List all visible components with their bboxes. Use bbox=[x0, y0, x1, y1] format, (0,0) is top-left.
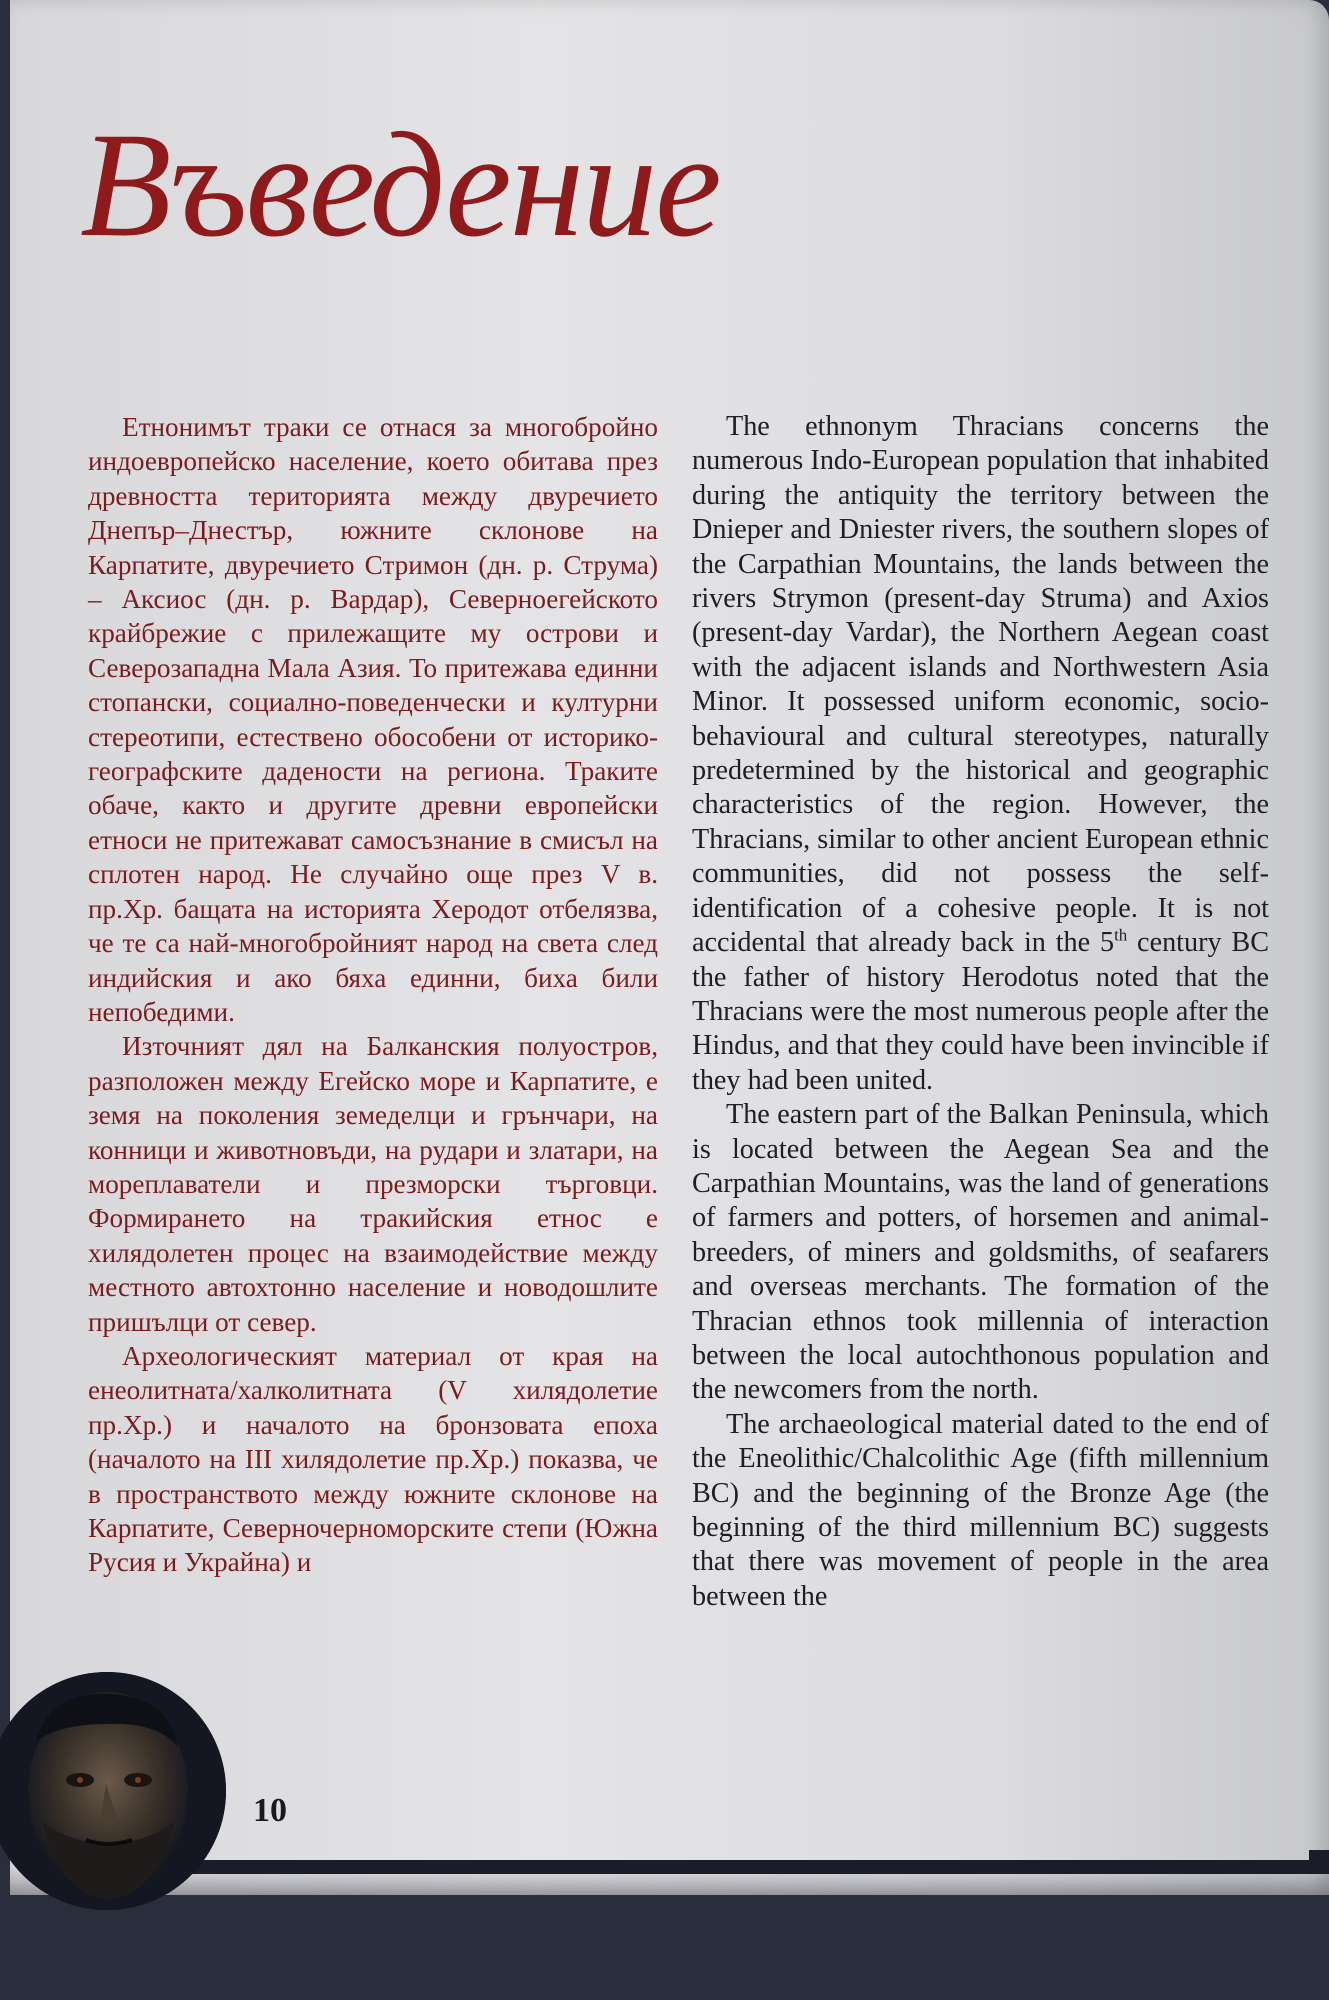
bulgarian-text-column bbox=[88, 410, 658, 1580]
bulgarian-paragraph-2: Източният дял на Балканския полуостров, разположен между Егейско море и Карпатите, е земя на поколения земеделци и грънчари, на конници и животновъди, на рудари и златари, на мореплаватели и презморски търговци. Формирането на тракийския етнос е хилядолетен процес на взаимодействие между местното автохтонно население и новодошлите пришълци от север. bbox=[88, 1031, 658, 1337]
english-text-column bbox=[692, 410, 1269, 1614]
bulgarian-paragraph-3: Археологическият материал от края на енеолитната/халколитната (V хилядолетие пр.Хр.) и началото на бронзовата епоха (началото на III хилядолетие пр.Хр.) показва, че в пространството между южните склонове на Карпатите, Северночерноморските степи (Южна Русия и Украйна) и bbox=[88, 1340, 658, 1578]
ordinal-superscript: th bbox=[1114, 925, 1128, 945]
chapter-title: Въведение bbox=[80, 102, 720, 268]
bulgarian-paragraph-1: Етнонимът траки се отнася за многобройно индоевропейско население, което обитава през древността територията между двуречието Днепър–Днестър, южните склонове на Карпатите, двуречието Стримон (дн. р. Струма) – Аксиос (дн. р. Вардар), Северноегейското крайбрежие с прилежащите му острови и Северозападна Мала Азия. То притежава единни стопански, социално-поведенчески и културни стереотипи, естествено обособени от историко-географските дадености на региона. Траките обаче, както и другите древни европейски етноси не притежават самосъзнание в смисъл на сплотен народ. Не случайно още през V в. пр.Хр. бащата на историята Херодот отбелязва, че те са най-многобройният народ на света след индийския и ако бяха единни, биха били непобедими. bbox=[88, 412, 658, 1027]
english-paragraph-2: The eastern part of the Balkan Peninsula, which is located between the Aegean Sea and the Carpathian Mountains, was the land of generations of farmers and potters, of horsemen and animal-breeders, of miners and goldsmiths, of seafarers and overseas merchants. The formation of the Thracian ethnos took millennia of interaction between the local autochthonous population and the newcomers from the north. bbox=[692, 1099, 1269, 1406]
english-paragraph-3: The archaeological material dated to the end of the Eneolithic/Chalcolithic Age (fifth millennium BC) and the beginning of the Bronze Age (the beginning of the third millennium BC) suggests that there was movement of people in the area between the bbox=[692, 1408, 1269, 1612]
book-page bbox=[10, 0, 1329, 1895]
english-paragraph-1 bbox=[692, 410, 1269, 1098]
english-paragraph-1-text-b: century BC the father of history Herodotus noted that the Thracians were the most numerous people after the Hindus, and that they could have been invincible if they had been united. bbox=[692, 927, 1270, 1096]
english-paragraph-1-text-a: The ethnonym Thracians concerns the numerous Indo-European population that inhabited during the antiquity the territory between the Dnieper and Dniester rivers, the southern slopes of the Carpathian Mountains, the lands between the rivers Strymon (present-day Struma) and Axios (present-day Vardar), the Northern Aegean coast with the adjacent islands and Northwestern Asia Minor. It possessed uniform economic, socio-behavioural and cultural stereotypes, naturally predetermined by the historical and geographic characteristics of the region. However, the Thracians, similar to other ancient European ethnic communities, did not possess the self-identification of a cohesive people. It is not accidental that already back in the 5 bbox=[692, 411, 1269, 959]
footer-rule bbox=[185, 1860, 1329, 1874]
page-number: 10 bbox=[253, 1792, 287, 1829]
